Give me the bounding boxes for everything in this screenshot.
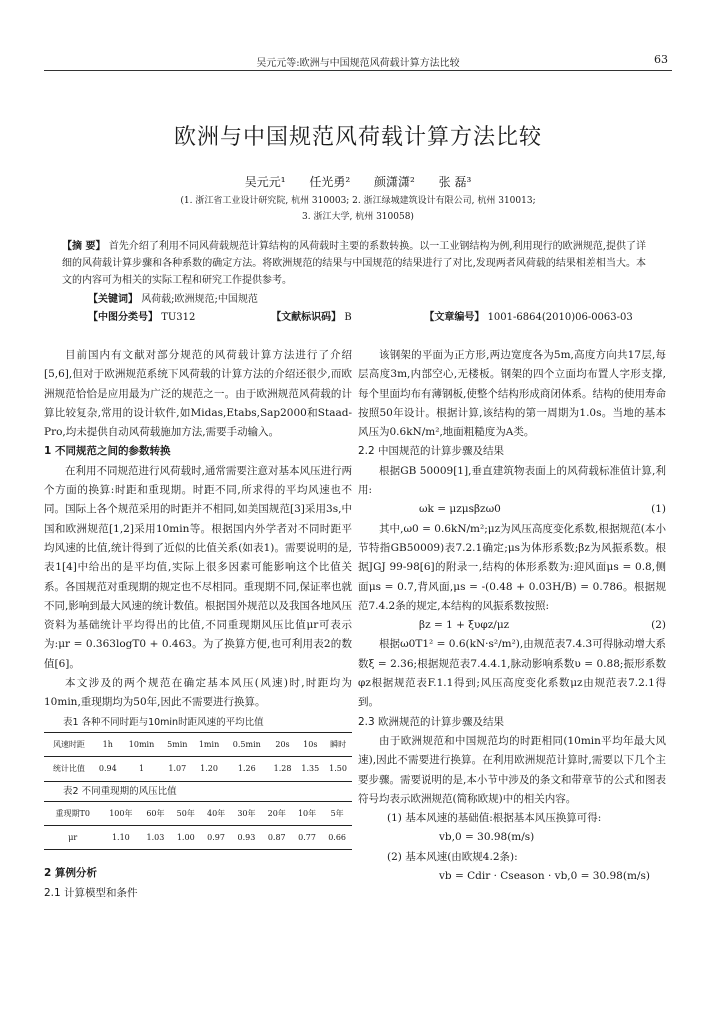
table-2-caption: 表2 不同重现期的风压比值 <box>63 785 177 797</box>
table-1 <box>44 732 352 782</box>
table-cell: 1.10 <box>101 826 140 850</box>
abstract <box>62 238 646 289</box>
table-cell: 重现期T0 <box>44 801 101 825</box>
section-2-heading: 2 算例分析 <box>44 867 97 880</box>
running-title: 吴元元等:欧洲与中国规范风荷载计算方法比较 <box>256 58 460 69</box>
author: 颜潇潇² <box>374 175 415 189</box>
doc-code-label: 【文献标识码】 <box>271 312 342 323</box>
abstract-text: 首先介绍了利用不同风荷载规范计算结构的风荷载时主要的系数转换。以一工业钢结构为例,利用现行的欧洲规范,提供了详细的风荷载计算步骤和各种系数的确定方法。将欧洲规范的结果与中国规范的结果进行了对比,发现两者风荷载的结果相差相当大。本文的内容可为相关的实际工程和研究工作提供参考。 <box>62 241 646 286</box>
table-cell: 10s <box>296 732 324 756</box>
table-cell: 1.26 <box>225 757 269 781</box>
table-cell: 0.94 <box>94 757 122 781</box>
table-cell: 1.28 <box>269 757 297 781</box>
table-2 <box>44 801 352 851</box>
table-1-header-row <box>44 732 352 756</box>
abstract-label: 【摘 要】 <box>62 241 106 252</box>
table-cell: 5年 <box>322 801 352 825</box>
equation-2-number: (2) <box>651 619 666 632</box>
equation-1 <box>358 500 666 519</box>
keywords-text: 风荷载;欧洲规范;中国规范 <box>141 294 258 305</box>
table-cell: 0.93 <box>231 826 261 850</box>
right-column <box>358 346 666 886</box>
table-cell: 5min <box>161 732 193 756</box>
affiliation-line-2: 3. 浙江大学, 杭州 310058) <box>302 212 414 222</box>
section-2-3-heading: 2.3 欧洲规范的计算步骤及结果 <box>358 715 505 728</box>
table-cell: 60年 <box>140 801 170 825</box>
keywords <box>88 290 258 305</box>
clc-label: 【中图分类号】 <box>88 312 158 323</box>
left-column <box>44 346 352 903</box>
section-1-paragraph-1: 在利用不同规范进行风荷载时,通常需要注意对基本风压进行两个方面的换算:时距和重现期。时距不同,所求得的平均风速也不同。国际上各个规范采用的时距并不相同,如美国规范[3]采用3s,中国和欧洲规范[1,2]采用10min等。根据国内外学者对不同时距平均风速的比值,统计得到了近似的比值关系(如表1)。需要说明的是,表1[4]中给出的是平均值,实际上很多因素可能影响这个比值关系。各国规范对重现期的规定也不尽相同。重现期不同,保证率也就不同,影响到最大风速的统计数值。根据国外规范以及我国各地风压资料为基础统计平均得出的比值,不同重现期风压比值μr可表示为:μr = 0.363logT0 + 0.463。为了换算方便,也可利用表2的数值[6]。 <box>44 464 352 670</box>
equation-1-number: (1) <box>651 503 666 516</box>
table-cell: 50年 <box>171 801 201 825</box>
table-cell: 1.03 <box>140 826 170 850</box>
author-list <box>0 173 716 190</box>
table-1-data-row <box>44 757 352 781</box>
table-cell: 30年 <box>231 801 261 825</box>
page-number: 63 <box>654 53 668 66</box>
equation-2-body: βz = 1 + ξυφz/μz <box>419 619 510 632</box>
classification-line <box>88 308 648 323</box>
table-cell: 20年 <box>262 801 292 825</box>
running-header <box>44 52 672 71</box>
table-cell: 0.5min <box>225 732 269 756</box>
table-cell: 瞬时 <box>324 732 352 756</box>
table-cell: 统计比值 <box>44 757 94 781</box>
section-1-paragraph-2: 本文涉及的两个规范在确定基本风压(风速)时,时距均为10min,重现期均为50年,因此不需要进行换算。 <box>44 677 352 709</box>
table-cell: 0.87 <box>262 826 292 850</box>
author: 任光勇² <box>309 175 351 189</box>
section-2-1-heading: 2.1 计算模型和条件 <box>44 886 138 899</box>
section-2-3-paragraph-1: 由于欧洲规范和中国规范均的时距相同(10min平均年最大风速),因此不需要进行换算。在利用欧洲规范计算时,需要以下几个主要步骤。需要说明的是,本小节中涉及的条文和带章节的公式和图表符号均表示欧洲规范(简称欧规)中的相关内容。 <box>358 734 666 805</box>
table-cell: 40年 <box>201 801 231 825</box>
table-cell: 10年 <box>292 801 322 825</box>
table-cell: 20s <box>269 732 297 756</box>
section-2-2-heading: 2.2 中国规范的计算步骤及结果 <box>358 445 505 458</box>
table-2-header-row <box>44 801 352 825</box>
table-cell: 1min <box>193 732 225 756</box>
article-id-label: 【文章编号】 <box>424 312 485 323</box>
doc-code-value: B <box>344 312 352 323</box>
table-2-data-row <box>44 826 352 850</box>
paper-title: 欧洲与中国规范风荷载计算方法比较 <box>173 125 542 150</box>
article-id-value: 1001-6864(2010)06-0063-03 <box>487 312 633 323</box>
equation-1-body: ωk = μzμsβzω0 <box>419 503 501 516</box>
table-cell: 1.35 <box>296 757 324 781</box>
section-2-2-paragraph-3: 根据ω0T1² = 0.6(kN·s²/m²),由规范表7.4.3可得脉动增大系数ξ = 2.36;根据规范表7.4.4.1,脉动影响系数υ = 0.88;振形系数φz根据规范表F.1.1得到;风压高度变化系数μz由规范表7.2.1得到。 <box>358 638 666 709</box>
step-1-equation: vb,0 = 30.98(m/s) <box>439 831 535 844</box>
table-cell: 0.97 <box>201 826 231 850</box>
table-cell: 1.20 <box>193 757 225 781</box>
table-cell: 0.77 <box>292 826 322 850</box>
section-2-2-paragraph-2: 其中,ω0 = 0.6kN/m²;μz为风压高度变化系数,根据规范(本小节特指GB50009)表7.2.1确定;μs为体形系数;βz为风振系数。根据JGJ 99-98[6]的附录一,结构的体形系数为:迎风面μs = 0.8,侧面μs = 0.7,背风面,μs = -(0.48 + 0.03H/B) = 0.786。根据规范7.4.2条的规定,本结构的风振系数按照: <box>358 522 666 612</box>
equation-2 <box>358 616 666 635</box>
author: 吴元元¹ <box>244 175 286 189</box>
table-cell: 100年 <box>101 801 140 825</box>
table-cell: 1.00 <box>171 826 201 850</box>
table-cell: 10min <box>122 732 162 756</box>
table-cell: 0.66 <box>322 826 352 850</box>
keywords-label: 【关键词】 <box>88 294 138 305</box>
table-cell: 风速时距 <box>44 732 94 756</box>
step-1: (1) 基本风速的基础值:根据基本风压换算可得: <box>387 812 602 825</box>
step-2: (2) 基本风速(由欧规4.2条): <box>387 850 518 863</box>
author: 张 磊³ <box>438 175 472 189</box>
section-2-2-paragraph-1: 根据GB 50009[1],垂直建筑物表面上的风荷载标准值计算,利用: <box>358 464 666 497</box>
table-cell: 1.50 <box>324 757 352 781</box>
intro-paragraph: 目前国内有文献对部分规范的风荷载计算方法进行了介绍[5,6],但对于欧洲规范系统下风荷载的计算方法的介绍还很少,而欧洲规范恰恰是应用最为广泛的规范之一。由于欧洲规范风荷载的计算比较复杂,常用的设计软件,如Midas,Etabs,Sap2000和Staad-Pro,均未提供自动风荷载施加方法,需要手动输入。 <box>44 349 352 439</box>
table-cell: 1 <box>122 757 162 781</box>
affiliation-line-1: (1. 浙江省工业设计研究院, 杭州 310003; 2. 浙江绿城建筑设计有限公司, 杭州 310013; <box>180 196 536 206</box>
section-1-heading: 1 不同规范之间的参数转换 <box>44 445 171 458</box>
table-cell: μr <box>44 826 101 850</box>
table-cell: 1h <box>94 732 122 756</box>
table-1-caption: 表1 各种不同时距与10min时距风速的平均比值 <box>63 716 264 728</box>
model-description: 该钢架的平面为正方形,两边宽度各为5m,高度方向共17层,每层高度3m,内部空心,无楼板。钢架的四个立面均布置人字形支撑,每个里面均布有薄钢板,使整个结构形成商闭体系。结构的使用寿命按照50年设计。根据计算,该结构的第一周期为1.0s。当地的基本风压为0.6kN/m²,地面粗糙度为A类。 <box>358 349 666 439</box>
clc-value: TU312 <box>161 312 196 323</box>
step-2-equation: vb = Cdir · Cseason · vb,0 = 30.98(m/s) <box>439 870 650 883</box>
table-cell: 1.07 <box>161 757 193 781</box>
